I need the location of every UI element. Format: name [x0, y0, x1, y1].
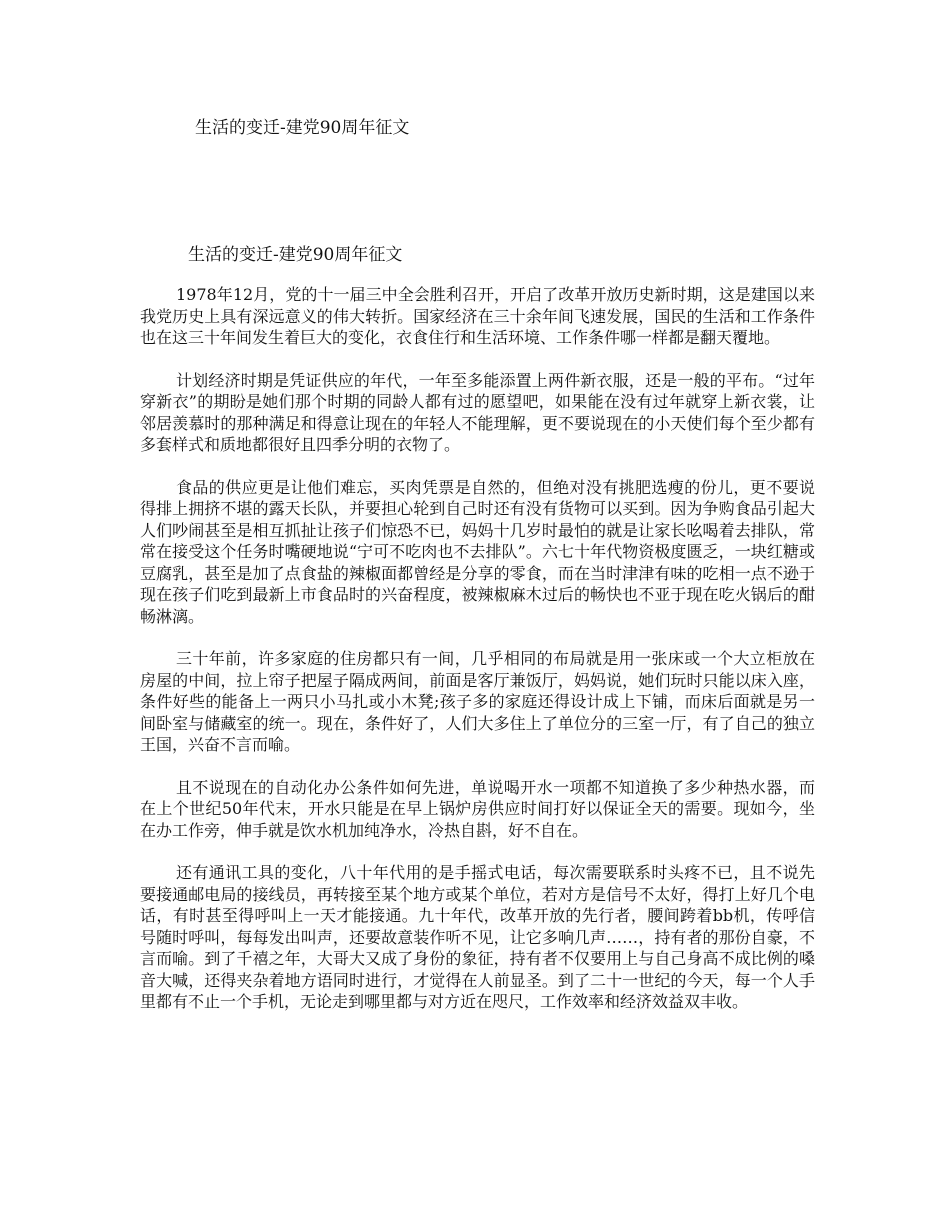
paragraph-6: 还有通讯工具的变化，八十年代用的是手摇式电话，每次需要联系时头疼不已，且不说先要接通邮电局的接线员，再转接至某个地方或某个单位，若对方是信号不太好，得打上好几个电话，有时甚至得呼叫上一天才能接通。九十年代，改革开放的先行者，腰间跨着bb机，传呼信号随时呼叫，每每发出叫声，还要故意装作听不见，让它多响几声……，持有者的那份自豪，不言而喻。到了千禧之年，大哥大又成了身份的象征，持有者不仅要用上与自己身高不成比例的嗓音大喊，还得夹杂着地方语同时进行，才觉得在人前显圣。到了二十一世纪的今天，每一个人手里都有不止一个手机，无论走到哪里都与对方近在咫尺，工作效率和经济效益双丰收。	[140, 863, 815, 1011]
article-body	[140, 284, 815, 1034]
paragraph-4: 三十年前，许多家庭的住房都只有一间，几乎相同的布局就是用一张床或一个大立柜放在房屋的中间，拉上帘子把屋子隔成两间，前面是客厅兼饭厅，妈妈说，她们玩时只能以床入座，条件好些的能备上一两只小马扎或小木凳;孩子多的家庭还得设计成上下铺，而床后面就是另一间卧室与储藏室的统一。现在，条件好了，人们大多住上了单位分的三室一厅，有了自己的独立王国，兴奋不言而喻。	[140, 649, 815, 754]
article-title: 生活的变迁-建党90周年征文	[188, 245, 403, 265]
paragraph-5: 且不说现在的自动化办公条件如何先进，单说喝开水一项都不知道换了多少种热水器，而在上个世纪50年代末，开水只能是在早上锅炉房供应时间打好以保证全天的需要。现如今，坐在办工作旁，伸手就是饮水机加纯净水，冷热自斟，好不自在。	[140, 777, 815, 840]
paragraph-2: 计划经济时期是凭证供应的年代，一年至多能添置上两件新衣服，还是一般的平布。“过年穿新衣”的期盼是她们那个时期的同龄人都有过的愿望吧，如果能在没有过年就穿上新衣裳，让邻居羡慕时的那种满足和得意让现在的年轻人不能理解，更不要说现在的小天使们每个至少都有多套样式和质地都很好且四季分明的衣物了。	[140, 370, 815, 454]
paragraph-1: 1978年12月，党的十一届三中全会胜利召开，开启了改革开放历史新时期，这是建国以来我党历史上具有深远意义的伟大转折。国家经济在三十余年间飞速发展，国民的生活和工作条件也在这三十年间发生着巨大的变化，衣食住行和生活环境、工作条件哪一样都是翻天覆地。	[140, 285, 815, 347]
header-title: 生活的变迁-建党90周年征文	[195, 118, 410, 138]
paragraph-3: 食品的供应更是让他们难忘，买肉凭票是自然的，但绝对没有挑肥选瘦的份儿，更不要说得排上拥挤不堪的露天长队，并要担心轮到自己时还有没有货物可以买到。因为争购食品引起大人们吵闹甚至是相互抓扯让孩子们惊恐不已，妈妈十几岁时最怕的就是让家长吆喝着去排队，常常在接受这个任务时嘴硬地说“宁可不吃肉也不去排队”。六七十年代物资极度匮乏，一块红糖或豆腐乳，甚至是加了点食盐的辣椒面都曾经是分享的零食，而在当时津津有味的吃相一点不逊于现在孩子们吃到最新上市食品时的兴奋程度，被辣椒麻木过后的畅快也不亚于现在吃火锅后的酣畅淋漓。	[140, 477, 815, 626]
